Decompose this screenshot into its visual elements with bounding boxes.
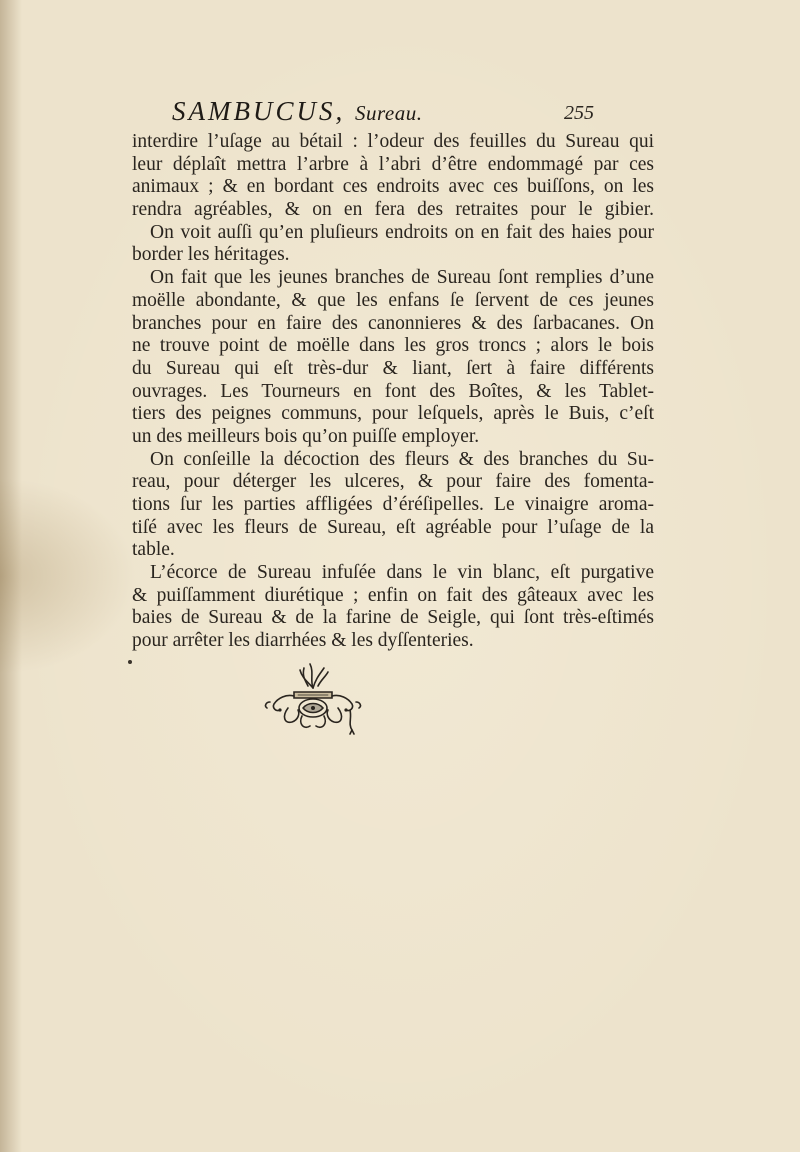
text-line: baies de Sureau & de la farine de Seigle, qui ſont très-eſtimés — [132, 607, 654, 629]
text-line: rendra agréables, & on en fera des retraites pour le gibier. — [132, 199, 654, 221]
text-line: table. — [132, 539, 175, 561]
page-gutter-shadow — [0, 0, 22, 1152]
text-line: un des meilleurs bois qu’on puiſſe employer. — [132, 425, 480, 447]
running-title-french: Sureau. — [354, 101, 423, 125]
text-line: ne trouve point de moëlle dans les gros troncs ; alors le bois — [132, 335, 654, 357]
text-line: branches pour en faire des canonnieres & des ſarbacanes. On — [132, 312, 654, 334]
fleuron-ornament-icon — [258, 658, 368, 738]
text-line: On conſeille la décoction des fleurs & des branches du Su- — [150, 448, 654, 470]
text-line: animaux ; & en bordant ces endroits avec ces buiſſons, on les — [132, 176, 654, 198]
body-text — [132, 131, 654, 653]
text-line: border les héritages. — [132, 244, 290, 266]
text-line: leur déplaît mettra l’arbre à l’abri d’être endommagé par ces — [132, 153, 654, 175]
text-line: du Sureau qui eſt très-dur & liant, ſert à faire différents — [132, 357, 654, 379]
text-line: reau, pour déterger les ulceres, & pour faire des fomenta- — [132, 471, 654, 493]
running-header — [170, 96, 630, 132]
page-number: 255 — [564, 102, 594, 124]
text-line: ouvrages. Les Tourneurs en font des Boîtes, & les Tablet- — [132, 380, 654, 402]
text-line: On fait que les jeunes branches de Sureau ſont remplies d’une — [150, 267, 654, 289]
text-line: On voit auſſi qu’en pluſieurs endroits on en fait des haies pour — [150, 221, 654, 243]
text-line: interdire l’uſage au bétail : l’odeur des feuilles du Sureau qui — [132, 131, 654, 152]
text-line: moëlle abondante, & que les enfans ſe ſervent de ces jeunes — [132, 289, 654, 311]
text-line: tiſé avec les fleurs de Sureau, eſt agréable pour l’uſage de la — [132, 516, 654, 538]
running-title — [172, 96, 422, 127]
ink-speck — [128, 660, 132, 664]
text-line: tiers des peignes communs, pour leſquels, après le Buis, c’eſt — [132, 403, 654, 425]
running-title-latin: SAMBUCUS, — [172, 96, 346, 126]
text-line: tions ſur les parties affligées d’éréſipelles. Le vinaigre aroma- — [132, 494, 654, 515]
text-line: L’écorce de Sureau infuſée dans le vin blanc, eſt purgative — [150, 562, 654, 584]
text-line: pour arrêter les diarrhées & les dyſſenteries. — [132, 630, 474, 652]
text-line: & puiſſamment diurétique ; enfin on fait des gâteaux avec les — [132, 584, 654, 606]
